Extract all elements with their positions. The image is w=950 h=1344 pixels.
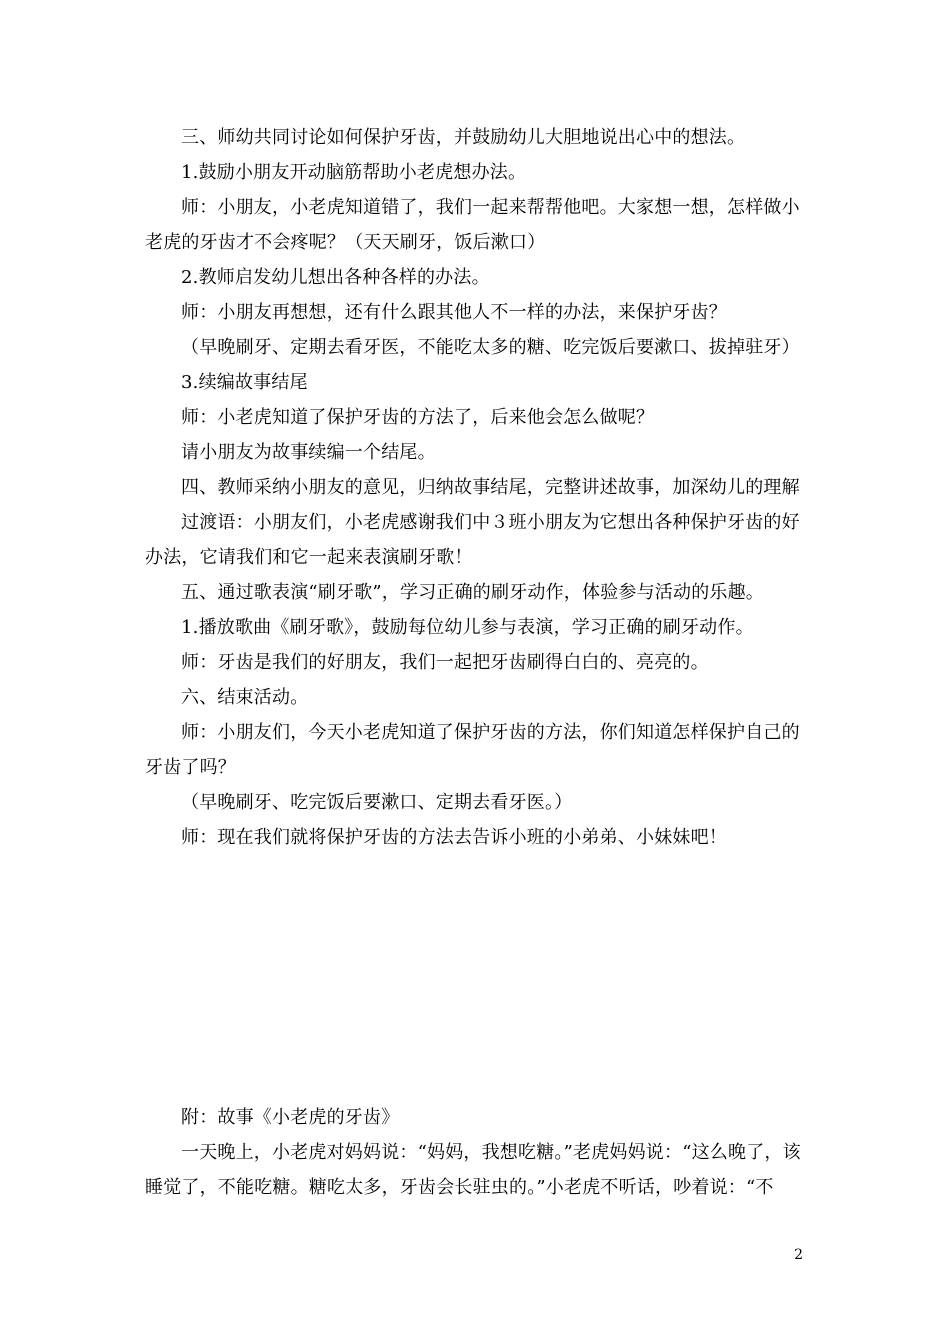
paragraph-teacher-closing-question: 师：小朋友们，今天小老虎知道了保护牙齿的方法，你们知道怎样保护自己的牙齿了吗？: [145, 722, 800, 778]
paragraph-step-2: 2.教师启发幼儿想出各种各样的办法。: [181, 267, 490, 288]
story-paragraph: 一天晚上，小老虎对妈妈说：“妈妈，我想吃糖。”老虎妈妈说：“这么晚了，该睡觉了，不能吃糖。糖吃太多，牙齿会长驻虫的。”小老虎不听话，吵着说：“不: [145, 1142, 801, 1198]
paragraph-step-3: 3.续编故事结尾: [181, 372, 308, 393]
paragraph-teacher-teeth: 师：牙齿是我们的好朋友，我们一起把牙齿刷得白白的、亮亮的。: [181, 652, 709, 673]
section-heading-6: 六、结束活动。: [181, 687, 309, 708]
paragraph-transition: 过渡语：小朋友们，小老虎感谢我们中３班小朋友为它想出各种保护牙齿的好办法，它请我们和它一起来表演刷牙歌！: [145, 512, 800, 568]
paragraph-teacher-final: 师：现在我们就将保护牙齿的方法去告诉小班的小弟弟、小妹妹吧！: [181, 827, 727, 848]
paragraph-teacher-question: 师：小朋友，小老虎知道错了，我们一起来帮帮他吧。大家想一想，怎样做小老虎的牙齿才不会疼呢？（天天刷牙，饭后漱口）: [145, 197, 800, 253]
section-heading-5: 五、通过歌表演“刷牙歌”，学习正确的刷牙动作，体验参与活动的乐趣。: [181, 582, 765, 603]
section-heading-4: 四、教师采纳小朋友的意见，归纳故事结尾，完整讲述故事，加深幼儿的理解: [181, 477, 800, 498]
paragraph-ending-request: 请小朋友为故事续编一个结尾。: [181, 442, 436, 463]
page-number: 2: [794, 1247, 803, 1263]
paragraph-song-step: 1.播放歌曲《刷牙歌》，鼓励每位幼儿参与表演，学习正确的刷牙动作。: [181, 617, 754, 638]
appendix-heading: 附：故事《小老虎的牙齿》: [181, 1107, 400, 1128]
paragraph-closing-answers: （早晚刷牙、吃完饭后要漱口、定期去看牙医。）: [181, 792, 573, 813]
paragraph-step-1: 1.鼓励小朋友开动脑筋帮助小老虎想办法。: [181, 162, 527, 183]
paragraph-teacher-prompt: 师：小朋友再想想，还有什么跟其他人不一样的办法，来保护牙齿？: [181, 302, 727, 323]
paragraph-answers: （早晚刷牙、定期去看牙医，不能吃太多的糖、吃完饭后要漱口、拔掉驻牙）: [181, 337, 800, 358]
section-heading-3: 三、师幼共同讨论如何保护牙齿，并鼓励幼儿大胆地说出心中的想法。: [181, 127, 746, 148]
paragraph-teacher-followup: 师：小老虎知道了保护牙齿的方法了，后来他会怎么做呢？: [181, 407, 655, 428]
